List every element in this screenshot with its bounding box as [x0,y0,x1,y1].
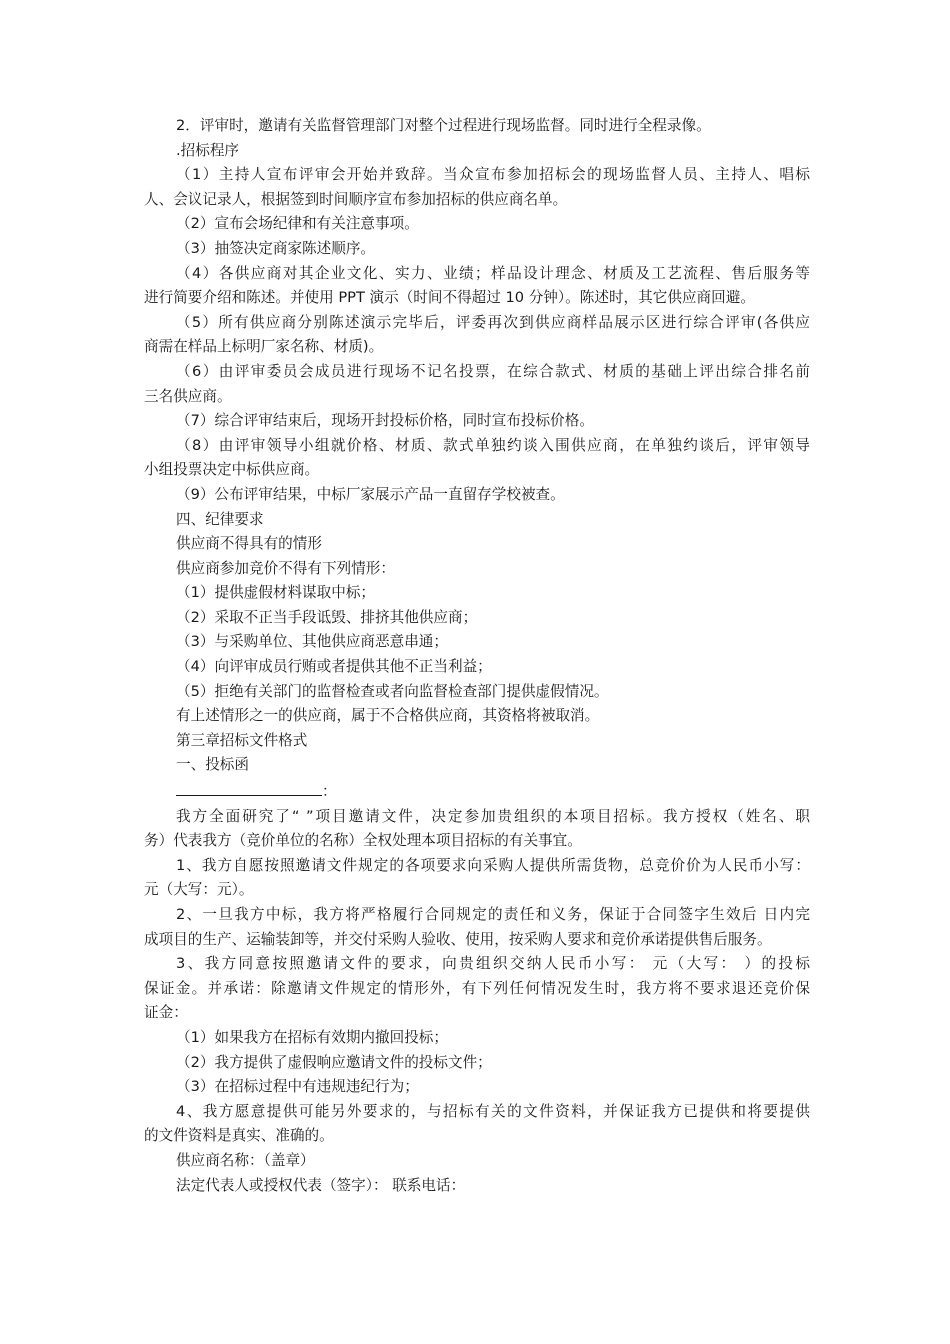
text-line: （1）如果我方在招标有效期内撤回投标； [176,1028,448,1046]
text-line: （1）主持人宣布评审会开始并致辞。当众宣布参加招标会的现场监督人员、主持人、唱标 [176,166,810,184]
text-line: （7）综合评审结束后，现场开封投标价格，同时宣布投标价格。 [176,412,594,430]
text-line: 成项目的生产、运输装卸等，并交付采购人验收、使用，按采购人要求和竞价承诺提供售后服务。 [144,930,772,948]
text-line: 的文件资料是真实、准确的。 [144,1127,334,1145]
text-line: 供应商不得具有的情形 [176,535,322,553]
text-line: （4）向评审成员行贿或者提供其他不正当利益； [176,658,492,676]
text-line: 2．评审时，邀请有关监督管理部门对整个过程进行现场监督。同时进行全程录像。 [176,117,711,134]
text-line: （6）由评审委员会成员进行现场不记名投票，在综合款式、材质的基础上评出综合排名前 [176,362,810,380]
addressee-colon: ： [322,783,337,801]
text-line: 保证金。并承诺：除邀请文件规定的情形外，有下列任何情况发生时，我方将不要求退还竞价保 [144,979,810,997]
text-line: 供应商名称：（盖章） [176,1151,315,1169]
text-line: 证金： [144,1004,188,1022]
text-line: （5）所有供应商分别陈述演示完毕后，评委再次到供应商样品展示区进行综合评审(各供应 [176,313,810,331]
document-page [144,114,810,1198]
document-body-part2 [144,805,810,1199]
text-line: 3、我方同意按照邀请文件的要求，向贵组织交纳人民币小写： 元（大写： ）的投标 [176,955,810,973]
document-body-part1 [144,114,810,778]
text-line: （9）公布评审结果，中标厂家展示产品一直留存学校被查。 [176,485,565,503]
text-line: （2）采取不正当手段诋毁、排挤其他供应商； [176,608,478,626]
text-line: 我方全面研究了“ ”项目邀请文件，决定参加贵组织的本项目招标。我方授权（姓名、职 [176,807,810,825]
text-line: .招标程序 [176,141,240,159]
text-line: （2）宣布会场纪律和有关注意事项。 [176,215,419,233]
text-line: （3）在招标过程中有违规违纪行为； [176,1078,419,1096]
text-line: （2）我方提供了虚假响应邀请文件的投标文件； [176,1053,492,1071]
text-line: （3）与采购单位、其他供应商恶意串通； [176,633,448,651]
addressee-blank [176,778,322,796]
text-line: 务）代表我方（竞价单位的名称）全权处理本项目招标的有关事宜。 [144,832,582,850]
text-line: （4）各供应商对其企业文化、实力、业绩；样品设计理念、材质及工艺流程、售后服务等 [176,264,810,282]
text-line: 进行简要介绍和陈述。并使用 PPT 演示（时间不得超过 10 分钟）。陈述时，其它供应商回避。 [144,289,755,307]
text-line: 元（大写：元）。 [144,881,254,899]
text-line: 一、投标函 [176,756,249,774]
text-line: 三名供应商。 [144,387,232,405]
text-line: （3）抽签决定商家陈述顺序。 [176,239,376,257]
text-line: 有上述情形之一的供应商，属于不合格供应商，其资格将被取消。 [176,707,600,725]
text-line: 人、会议记录人，根据签到时间顺序宣布参加招标的供应商名单。 [144,190,568,208]
addressee-line [144,778,810,805]
text-line: （1）提供虚假材料谋取中标； [176,584,376,602]
text-line: 小组投票决定中标供应商。 [144,461,320,479]
text-line: 商需在样品上标明厂家名称、材质)。 [144,338,384,356]
text-line: 法定代表人或授权代表（签字）： 联系电话： [176,1176,466,1194]
text-line: 供应商参加竞价不得有下列情形： [176,559,395,577]
text-line: 第三章招标文件格式 [176,731,308,749]
text-line: 2、一旦我方中标，我方将严格履行合同规定的责任和义务，保证于合同签字生效后 日内完 [176,906,810,923]
text-line: 4、我方愿意提供可能另外要求的，与招标有关的文件资料，并保证我方已提供和将要提供 [176,1102,810,1120]
text-line: 四、纪律要求 [176,510,264,528]
text-line: （8）由评审领导小组就价格、材质、款式单独约谈入围供应商，在单独约谈后，评审领导 [176,436,810,454]
text-line: 1、我方自愿按照邀请文件规定的各项要求向采购人提供所需货物，总竞价价为人民币小写： [176,856,810,874]
text-line: （5）拒绝有关部门的监督检查或者向监督检查部门提供虚假情况。 [176,682,609,700]
